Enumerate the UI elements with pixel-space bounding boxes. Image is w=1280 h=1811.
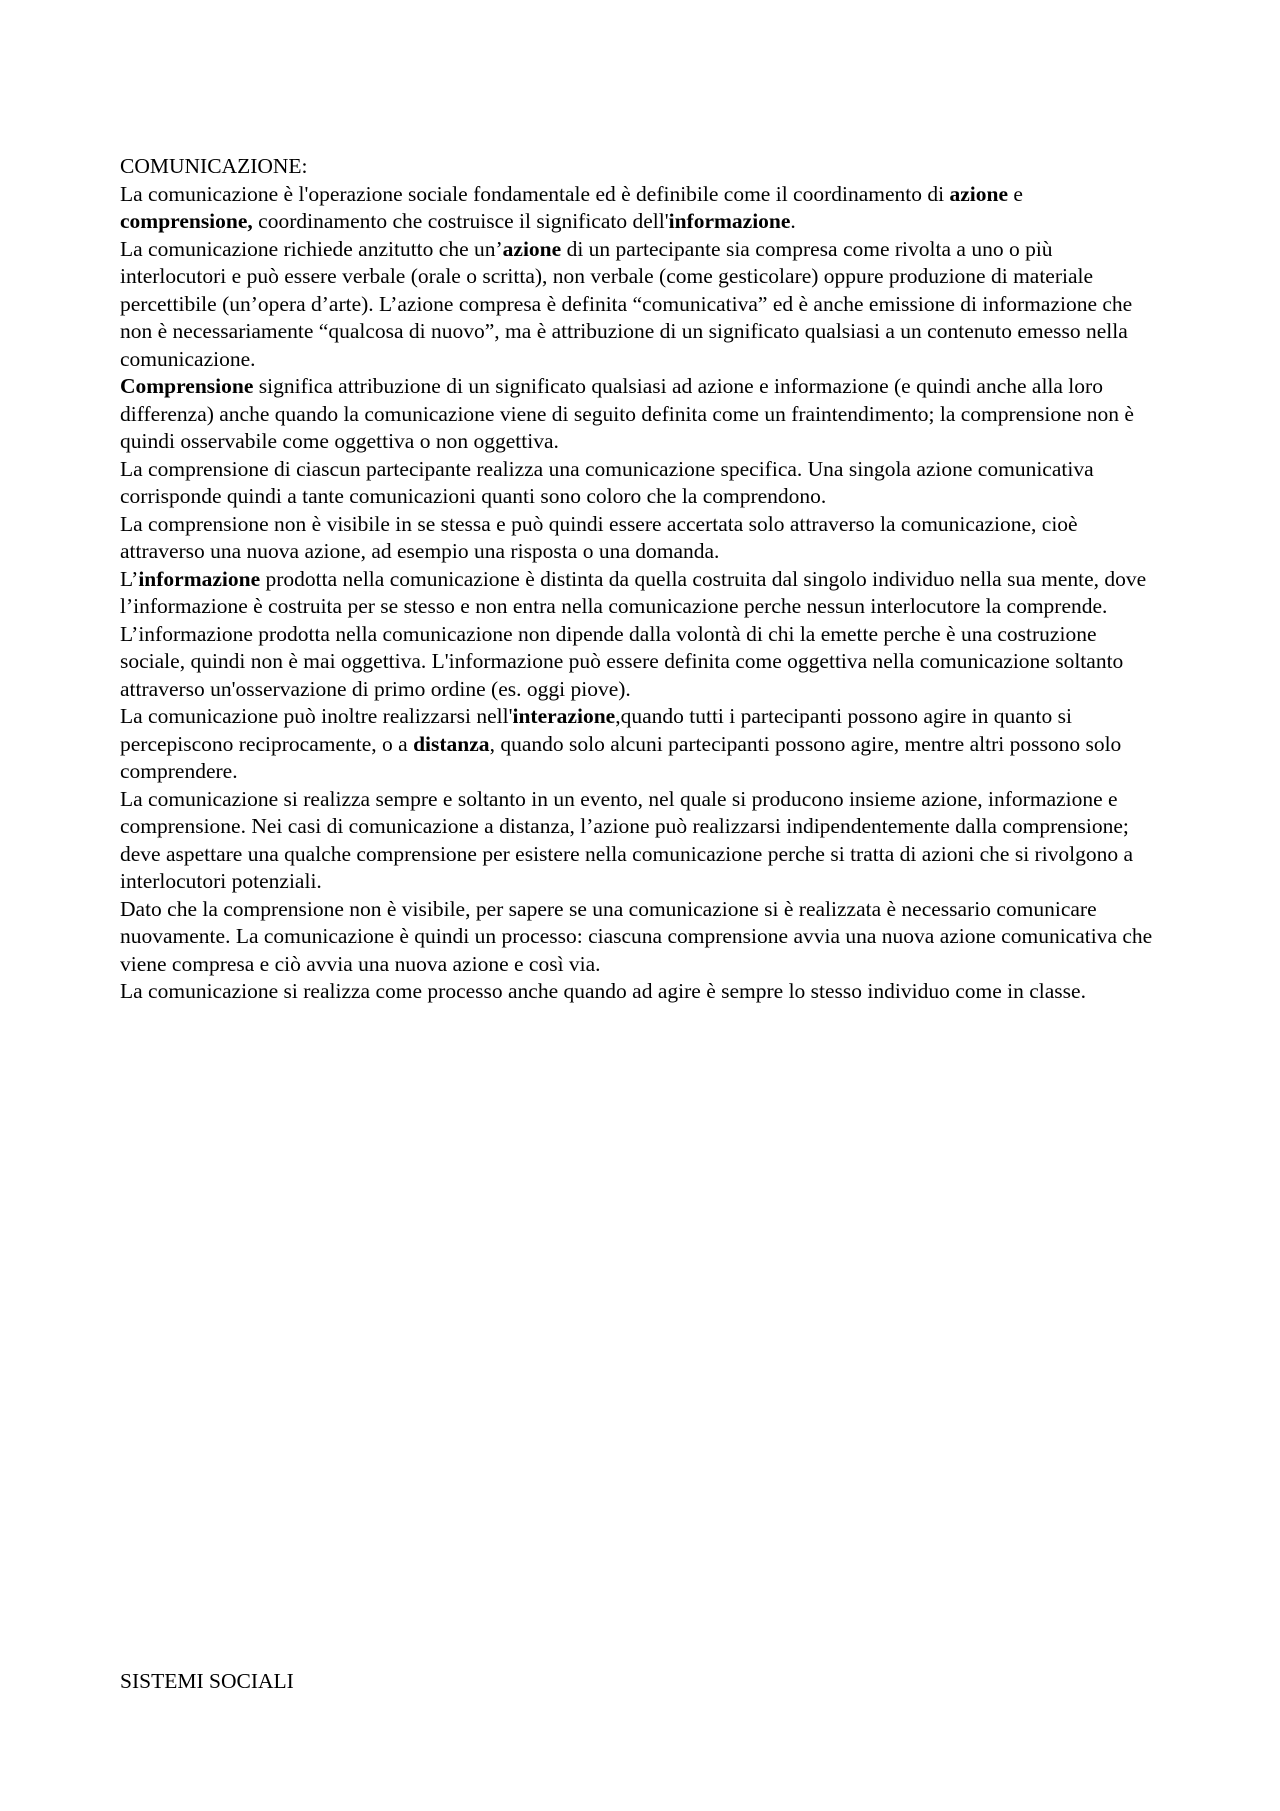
text-run: ,quando tutti i partecipanti possono agire in quanto si percepiscono reciprocamente, o a xyxy=(120,704,1072,756)
section-heading-sistemi-sociali: SISTEMI SOCIALI xyxy=(120,1669,294,1693)
bold-term: azione xyxy=(502,236,562,261)
text-run: . xyxy=(790,209,796,233)
text-run: La comunicazione si realizza come processo anche quando ad agire è sempre lo stesso individuo come in classe. xyxy=(120,979,1086,1003)
bold-term: interazione xyxy=(512,704,616,728)
paragraph xyxy=(120,703,1160,786)
bold-term: Comprensione xyxy=(120,374,254,398)
document-body xyxy=(120,153,1160,1006)
text-run: La comunicazione può inoltre realizzarsi nell' xyxy=(120,704,513,728)
text-run: Dato che la comprensione non è visibile, per sapere se una comunicazione si è realizzata è necessario comunicare nuovamente. La comunicazione è quindi un processo: ciascuna comprensione avvia una nuova azione comunicativa che viene compresa e ciò avvia una nuova azione e così via. xyxy=(120,896,1153,976)
text-run: La comunicazione si realizza sempre e soltanto in un evento, nel quale si producono insieme azione, informazione e comprensione. Nei casi di comunicazione a distanza, l’azione può realizzarsi indipendentemente dalla comprensione; deve aspettare una qualche comprensione per esistere nella comunicazione perche si tratta di azioni che si rivolgono a interlocutori potenziali. xyxy=(120,786,1134,893)
text-run: La comunicazione richiede anzitutto che un’ xyxy=(120,236,503,261)
text-run: prodotta nella comunicazione è distinta da quella costruita dal singolo individuo nella sua mente, dove l’informazione è costruita per se stesso e non entra nella comunicazione perche nessun interlocutore la comprende. L’informazione prodotta nella comunicazione non dipende dalla volontà di chi la emette perche è una costruzione sociale, quindi non è mai oggettiva. L'informazione può essere definita come oggettiva nella comunicazione soltanto attraverso un'osservazione di primo ordine (es. oggi piove). xyxy=(120,566,1147,701)
paragraph xyxy=(120,786,1160,896)
bold-term: informazione xyxy=(138,566,261,591)
paragraph xyxy=(120,456,1160,511)
paragraph xyxy=(120,511,1160,566)
text-run: La comprensione non è visibile in se stessa e può quindi essere accertata solo attraverso la comunicazione, cioè attraverso una nuova azione, ad esempio una risposta o una domanda. xyxy=(120,511,1078,563)
section-heading-comunicazione: COMUNICAZIONE: xyxy=(120,154,308,178)
text-run: coordinamento che costruisce il significato dell' xyxy=(252,209,669,233)
paragraph xyxy=(120,896,1160,979)
text-run: e xyxy=(1008,181,1023,206)
text-run: L’ xyxy=(120,566,139,591)
text-run: La comunicazione è l'operazione sociale fondamentale ed è definibile come il coordinamento di xyxy=(120,181,950,206)
paragraph xyxy=(120,181,1160,236)
paragraph xyxy=(120,236,1160,374)
text-run: La comprensione di ciascun partecipante realizza una comunicazione specifica. Una singola azione comunicativa corrisponde quindi a tante comunicazioni quanti sono coloro che la comprendono. xyxy=(120,456,1094,508)
text-run: di un partecipante sia compresa come rivolta a uno o più interlocutori e può essere verbale (orale o scritta), non verbale (come gesticolare) oppure produzione di materiale percettibile (un’opera d’arte). L’azione compresa è definita “comunicativa” ed è anche emissione di informazione che non è necessariamente “qualcosa di nuovo”, ma è attribuzione di un significato qualsiasi a un contenuto emesso nella comunicazione. xyxy=(120,236,1133,371)
text-run: significa attribuzione di un significato qualsiasi ad azione e informazione (e quindi anche alla loro differenza) anche quando la comunicazione viene di seguito definita come un fraintendimento; la comprensione non è quindi osservabile come oggettiva o non oggettiva. xyxy=(120,374,1134,453)
paragraph xyxy=(120,566,1160,704)
bold-term: azione xyxy=(949,181,1009,206)
paragraph xyxy=(120,978,1160,1006)
paragraph-list xyxy=(120,181,1160,1006)
bold-term: informazione xyxy=(668,209,791,233)
bold-term: distanza xyxy=(413,731,490,756)
paragraph xyxy=(120,373,1160,456)
text-run: , quando solo alcuni partecipanti possono agire, mentre altri possono solo comprendere. xyxy=(120,731,1122,783)
bold-term: comprensione, xyxy=(120,209,253,233)
